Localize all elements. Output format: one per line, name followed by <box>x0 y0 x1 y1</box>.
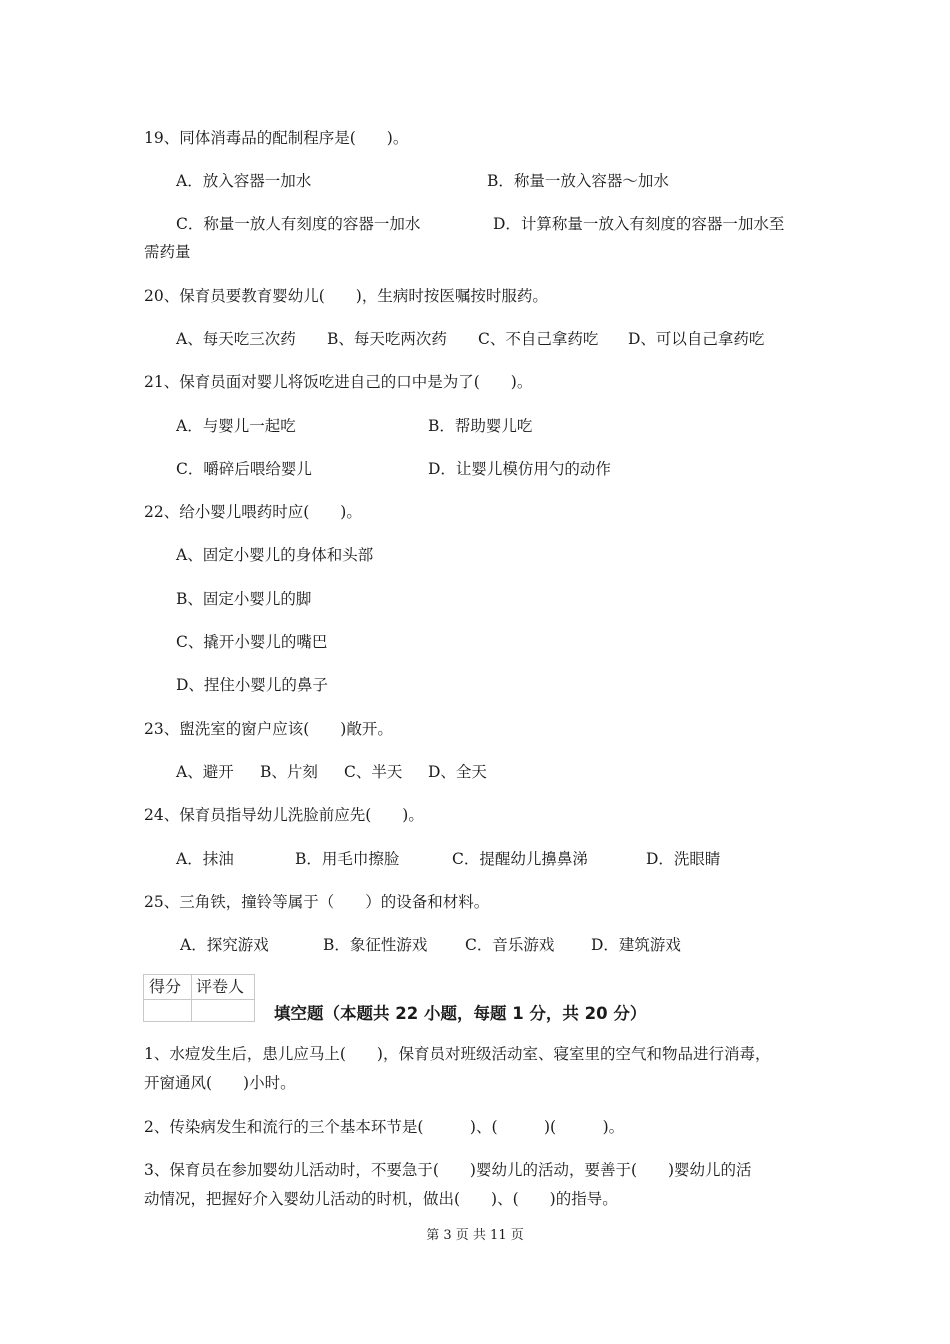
question-24-stem: 24、保育员指导幼儿洗脸前应先( )。 <box>144 806 424 824</box>
question-23-option-b: B、片刻 <box>260 763 318 781</box>
fill-question-1-line-1: 1、水痘发生后，患儿应马上( )，保育员对班级活动室、寝室里的空气和物品进行消毒， <box>144 1045 771 1063</box>
question-22-option-c: C、撬开小婴儿的嘴巴 <box>176 633 328 651</box>
question-19-stem: 19、同体消毒品的配制程序是( )。 <box>144 129 409 147</box>
question-24-option-d: D．洗眼睛 <box>646 850 721 868</box>
question-21-option-a: A．与婴儿一起吃 <box>176 417 296 435</box>
question-22-stem: 22、给小婴儿喂药时应( )。 <box>144 503 362 521</box>
question-23-stem: 23、盥洗室的窗户应该( )敞开。 <box>144 720 393 738</box>
question-25-option-a: A．探究游戏 <box>180 936 269 954</box>
score-label: 得分 <box>149 977 182 996</box>
page-number: 第 3 页 共 11 页 <box>426 1228 524 1243</box>
question-22-option-a: A、固定小婴儿的身体和头部 <box>176 546 374 564</box>
fill-question-1-line-2: 开窗通风( )小时。 <box>144 1074 296 1092</box>
question-21-option-b: B．帮助婴儿吃 <box>428 417 533 435</box>
question-21-stem: 21、保育员面对婴儿将饭吃进自己的口中是为了( )。 <box>144 373 533 391</box>
fill-question-3-line-1: 3、保育员在参加婴幼儿活动时，不要急于( )婴幼儿的活动，要善于( )婴幼儿的活 <box>144 1161 752 1179</box>
question-20-option-d: D、可以自己拿药吃 <box>628 330 765 348</box>
question-24-option-b: B．用毛巾擦脸 <box>295 850 400 868</box>
question-24-option-c: C．提醒幼儿擤鼻涕 <box>452 850 588 868</box>
question-19-option-d-continued: 需药量 <box>144 243 191 261</box>
question-23-option-c: C、半天 <box>344 763 403 781</box>
question-23-option-a: A、避开 <box>176 763 234 781</box>
score-box-divider <box>191 975 192 1021</box>
question-20-option-a: A、每天吃三次药 <box>176 330 296 348</box>
question-19-option-d: D．计算称量一放入有刻度的容器一加水至 <box>493 215 785 233</box>
question-22-option-b: B、固定小婴儿的脚 <box>176 590 312 608</box>
grader-label: 评卷人 <box>196 977 245 996</box>
score-box <box>143 974 255 1022</box>
question-19-option-a: A．放入容器一加水 <box>176 172 312 190</box>
fill-question-2: 2、传染病发生和流行的三个基本环节是( )、( )( )。 <box>144 1118 625 1136</box>
question-20-option-c: C、不自己拿药吃 <box>478 330 599 348</box>
question-19-option-c: C．称量一放人有刻度的容器一加水 <box>176 215 421 233</box>
question-21-option-c: C．嚼碎后喂给婴儿 <box>176 460 312 478</box>
question-21-option-d: D．让婴儿模仿用勺的动作 <box>428 460 611 478</box>
question-25-stem: 25、三角铁，撞铃等属于（ ）的设备和材料。 <box>144 893 490 911</box>
question-23-option-d: D、全天 <box>428 763 487 781</box>
question-19-option-b: B．称量一放入容器～加水 <box>487 172 669 190</box>
question-25-option-b: B．象征性游戏 <box>323 936 428 954</box>
question-20-option-b: B、每天吃两次药 <box>327 330 447 348</box>
question-24-option-a: A．抹油 <box>176 850 234 868</box>
section-title: 填空题（本题共 22 小题，每题 1 分，共 20 分） <box>274 1004 647 1023</box>
question-22-option-d: D、捏住小婴儿的鼻子 <box>176 676 328 694</box>
fill-question-3-line-2: 动情况，把握好介入婴幼儿活动的时机，做出( )、( )的指导。 <box>144 1190 618 1208</box>
question-20-stem: 20、保育员要教育婴幼儿( )，生病时按医嘱按时服药。 <box>144 287 548 305</box>
question-25-option-d: D．建筑游戏 <box>591 936 681 954</box>
question-25-option-c: C．音乐游戏 <box>465 936 555 954</box>
